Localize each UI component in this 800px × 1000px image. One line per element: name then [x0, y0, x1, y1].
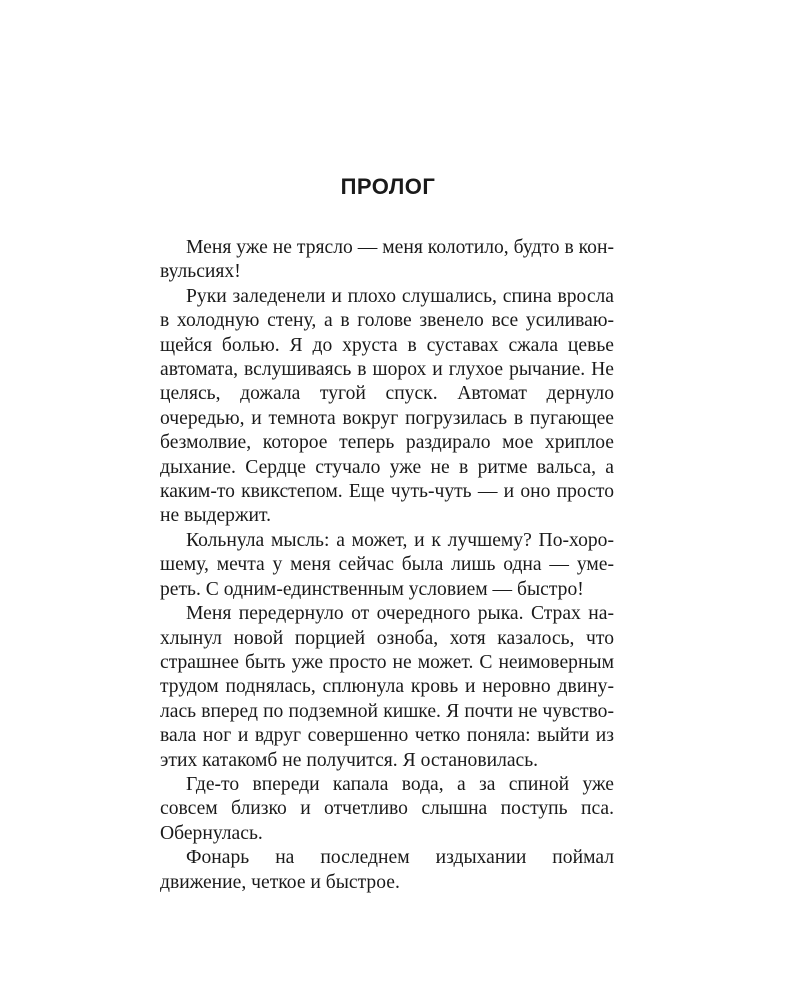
chapter-title: ПРОЛОГ	[340, 174, 436, 199]
paragraph: Руки заледенели и плохо слушались, спина вросла в холодную стену, а в голове звенело все усиливающейся болью. Я до хруста в суставах сжала цевье автомата, вслушиваясь в шорох и глухое рычание. Не целясь, дожала тугой спуск. Автомат дернуло очередью, и темнота вокруг погрузилась в пугающее безмолвие, которое теперь раздирало мое хриплое дыхание. Сердце стучало уже не в ритме вальса, а каким-то квикстепом. Еще чуть-чуть — и оно просто не выдержит.	[160, 285, 614, 527]
prologue-text	[160, 236, 614, 895]
paragraph: Кольнула мысль: а может, и к лучшему? По-хорошему, мечта у меня сейчас была лишь одна — умереть. С одним-единственным условием — быстро!	[160, 529, 614, 600]
paragraph: Меня передернуло от очередного рыка. Страх нахлынул новой порцией озноба, хотя казалось, что страшнее быть уже просто не может. С неимоверным трудом поднялась, сплюнула кровь и неровно двинулась вперед по подземной кишке. Я почти не чувствовала ног и вдруг совершенно четко поняла: выйти из этих катакомб не получится. Я остановилась.	[160, 603, 614, 771]
paragraph: Меня уже не трясло — меня колотило, будто в конвульсиях!	[160, 237, 614, 283]
paragraph: Фонарь на последнем издыхании поймал движение, четкое и быстрое.	[160, 847, 614, 893]
paragraph: Где-то впереди капала вода, а за спиной уже совсем близко и отчетливо слышна поступь пса. Обернулась.	[160, 773, 614, 844]
